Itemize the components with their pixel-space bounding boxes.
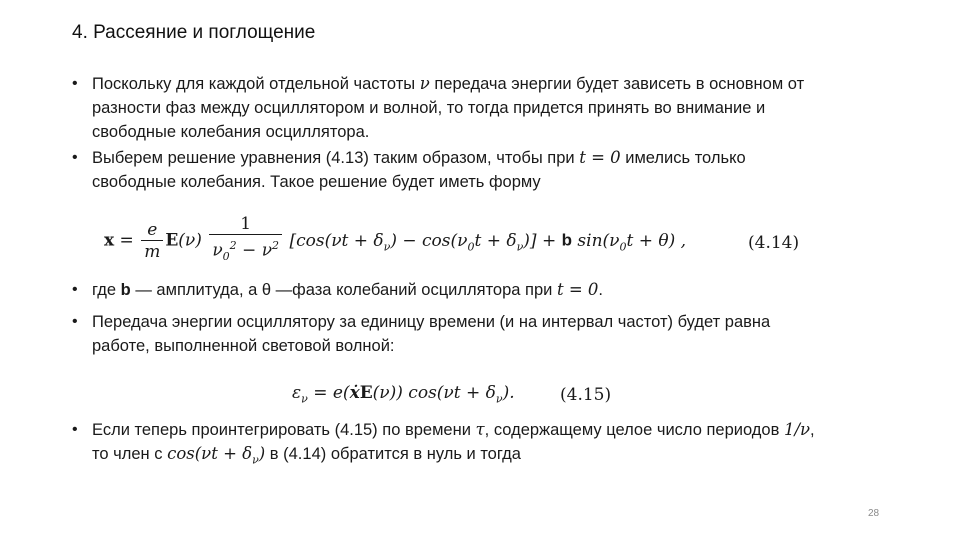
bullet-1 bbox=[72, 72, 832, 144]
fraction-e-over-m: $\frac{e}{m}$ bbox=[141, 220, 163, 263]
bullet-marker: • bbox=[72, 281, 78, 298]
equation-4-14: x = $\frac{e}{m}$ E(ν) $\frac{1}{\nu_0^2 - \nu^2}$ $[\cos(\nu t + \delta_\nu) - \cos(\nu_0t + \delta_\nu)] + b$ $\sin(\nu_0t + \theta)$ , bbox=[104, 214, 686, 268]
equation-4-15-number: (4.15) bbox=[560, 385, 612, 405]
fraction-resonance: $\frac{1}{\nu_0^2 - \nu^2}$ bbox=[209, 214, 282, 268]
bullet-5-text: Если теперь проинтегрировать (4.15) по времени τ, содержащему целое число периодов 1/ν, то член с $\cos(\nu t + \delta_\nu)$ в (4.14) обратится в нуль и тогда bbox=[92, 420, 815, 467]
inline-math-t0: t = 0 bbox=[579, 148, 621, 167]
bullet-2 bbox=[72, 146, 832, 194]
bullet-3 bbox=[72, 278, 832, 302]
bullet-marker: • bbox=[72, 75, 78, 92]
bullet-5 bbox=[72, 418, 832, 472]
bullet-3-text: где b — амплитуда, а θ —фаза колебаний осциллятора при t = 0. bbox=[92, 280, 604, 299]
bullet-4 bbox=[72, 310, 832, 358]
bullet-2-text: Выберем решение уравнения (4.13) таким образом, чтобы при t = 0 имелись только свободные колебания. Такое решение будет иметь форму bbox=[92, 148, 746, 191]
bullet-marker: • bbox=[72, 313, 78, 330]
bullet-marker: • bbox=[72, 421, 78, 438]
equation-4-15: $\varepsilon_\nu$ = e(ẋE(ν)) $\cos(\nu t + \delta_\nu)$. bbox=[292, 383, 515, 406]
bullet-1-text: Поскольку для каждой отдельной частоты ν передача энергии будет зависеть в основном от разности фаз между осциллятором и волной, то тогда придется принять во внимание и свободные колебания осциллятора. bbox=[92, 74, 805, 141]
nu-symbol: ν bbox=[419, 74, 430, 93]
bullet-marker: • bbox=[72, 149, 78, 166]
equation-4-14-number: (4.14) bbox=[748, 233, 800, 253]
page-number: 28 bbox=[868, 508, 880, 519]
bullet-4-text: Передача энергии осциллятору за единицу времени (и на интервал частот) будет равна работе, выполненной световой волной: bbox=[92, 313, 771, 355]
slide-title: 4. Рассеяние и поглощение bbox=[72, 22, 316, 43]
